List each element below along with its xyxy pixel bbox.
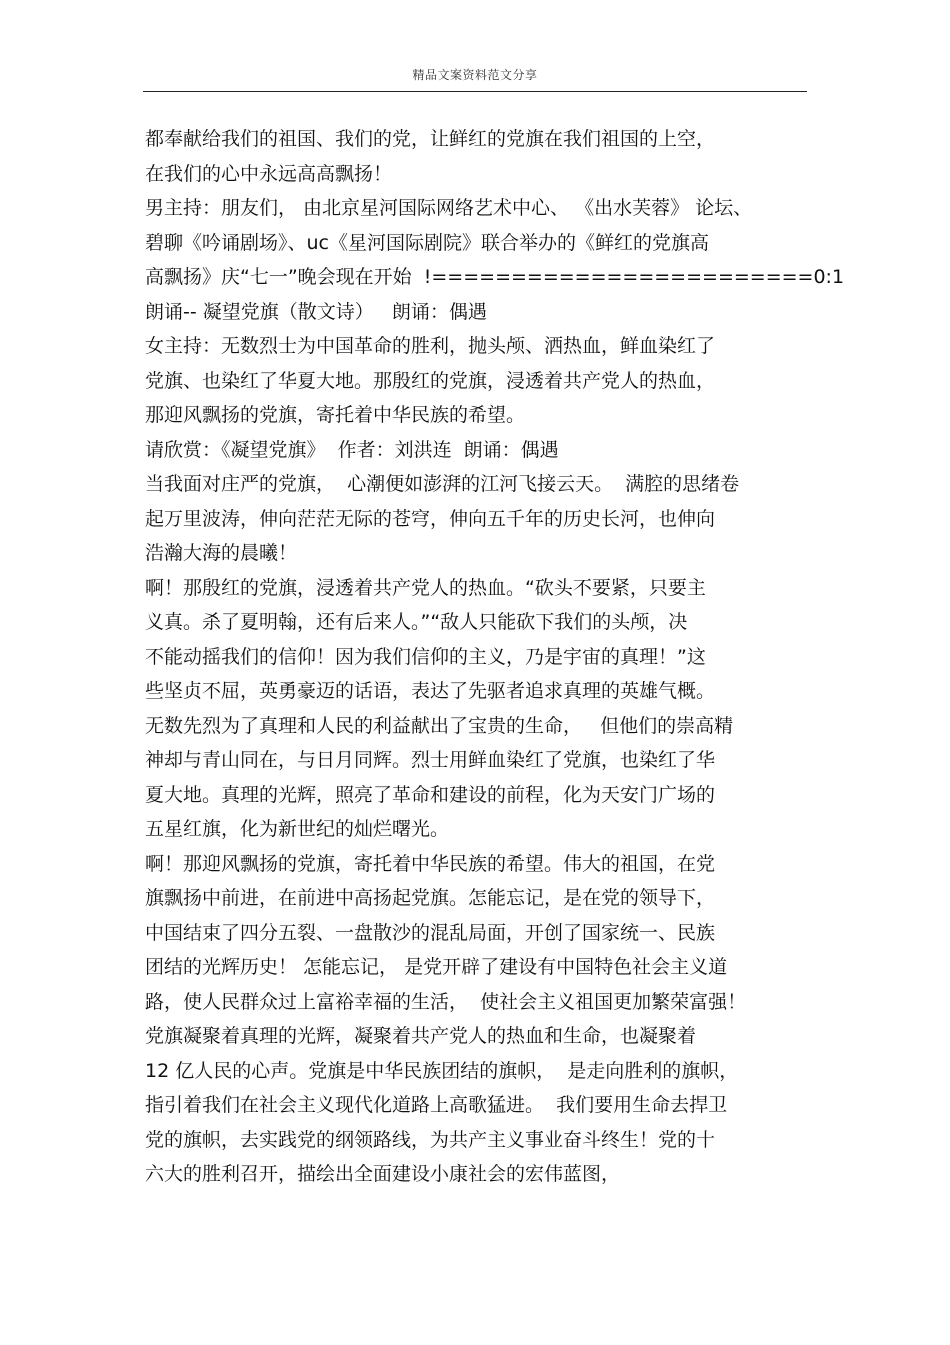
text-line: 高飘扬》庆“七一”晚会现在开始 !========================0:1 — [145, 266, 845, 288]
text-line: 夏大地。真理的光辉，照亮了革命和建设的前程，化为天安门广场的 — [145, 783, 716, 806]
text-line: 神却与青山同在，与日月同辉。烈士用鲜血染红了党旗，也染红了华 — [145, 749, 716, 771]
text-line: 六大的胜利召开，描绘出全面建设小康社会的宏伟蓝图， — [145, 1163, 621, 1185]
text-line: 请欣赏：《凝望党旗》 作者：刘洪连 朗诵：偶遇 — [145, 438, 559, 461]
text-line: 当我面对庄严的党旗， 心潮便如澎湃的江河飞接云天。 满腔的思绪卷 — [145, 473, 740, 495]
text-line: 党旗、也染红了华夏大地。那殷红的党旗，浸透着共产党人的热血， — [145, 369, 716, 392]
text-line: 旗飘扬中前进，在前进中高扬起党旗。怎能忘记，是在党的领导下， — [145, 887, 716, 909]
text-line: 些坚贞不屈，英勇豪迈的话语，表达了先驱者追求真理的英雄气概。 — [145, 680, 716, 702]
text-line: 义真。杀了夏明翰，还有后来人。”“敌人只能砍下我们的头颅，决 — [145, 611, 688, 633]
text-line: 路，使人民群众过上富裕幸福的生活， 使社会主义祖国更加繁荣富强！ — [145, 990, 747, 1013]
text-line: 指引着我们在社会主义现代化道路上高歌猛进。 我们要用生命去捍卫 — [145, 1094, 728, 1116]
text-line: 不能动摇我们的信仰！因为我们信仰的主义，乃是宇宙的真理！”这 — [145, 645, 706, 668]
text-line: 朗诵-- 凝望党旗（散文诗） 朗诵：偶遇 — [145, 300, 487, 323]
text-line: 啊！那殷红的党旗，浸透着共产党人的热血。“砍头不要紧，只要主 — [145, 576, 706, 599]
text-line: 起万里波涛，伸向茫茫无际的苍穹，伸向五千年的历史长河，也伸向 — [145, 507, 716, 530]
text-line: 团结的光辉历史！ 怎能忘记， 是党开辟了建设有中国特色社会主义道 — [145, 956, 728, 978]
page-header: 精品文案资料范文分享 — [412, 68, 538, 82]
text-line: 党的旗帜，去实践党的纲领路线，为共产主义事业奋斗终生！党的十 — [145, 1128, 716, 1151]
text-line: 那迎风飘扬的党旗，寄托着中华民族的希望。 — [145, 404, 526, 426]
text-line: 都奉献给我们的祖国、我们的党，让鲜红的党旗在我们祖国的上空， — [145, 128, 716, 150]
text-line: 碧聊《吟诵剧场》、uc《星河国际剧院》联合举办的《鲜红的党旗高 — [145, 231, 709, 254]
text-line: 浩瀚大海的晨曦！ — [145, 542, 298, 564]
text-line: 中国结束了四分五裂、一盘散沙的混乱局面，开创了国家统一、民族 — [145, 921, 716, 944]
text-line: 无数先烈为了真理和人民的利益献出了宝贵的生命， 但他们的崇高精 — [145, 714, 734, 737]
header-divider — [143, 91, 807, 92]
text-line: 女主持：无数烈士为中国革命的胜利，抛头颅、洒热血，鲜血染红了 — [145, 335, 716, 357]
text-line: 在我们的心中永远高高飘扬！ — [145, 162, 393, 185]
text-line: 啊！那迎风飘扬的党旗，寄托着中华民族的希望。伟大的祖国，在党 — [145, 852, 716, 875]
text-line: 12 亿人民的心声。党旗是中华民族团结的旗帜， 是走向胜利的旗帜， — [145, 1059, 739, 1082]
document-body — [145, 122, 845, 1192]
text-line: 男主持：朋友们， 由北京星河国际网络艺术中心、 《出水芙蓉》 论坛、 — [145, 197, 753, 219]
text-line: 五星红旗，化为新世纪的灿烂曙光。 — [145, 818, 450, 840]
text-line: 党旗凝聚着真理的光辉，凝聚着共产党人的热血和生命，也凝聚着 — [145, 1025, 697, 1047]
